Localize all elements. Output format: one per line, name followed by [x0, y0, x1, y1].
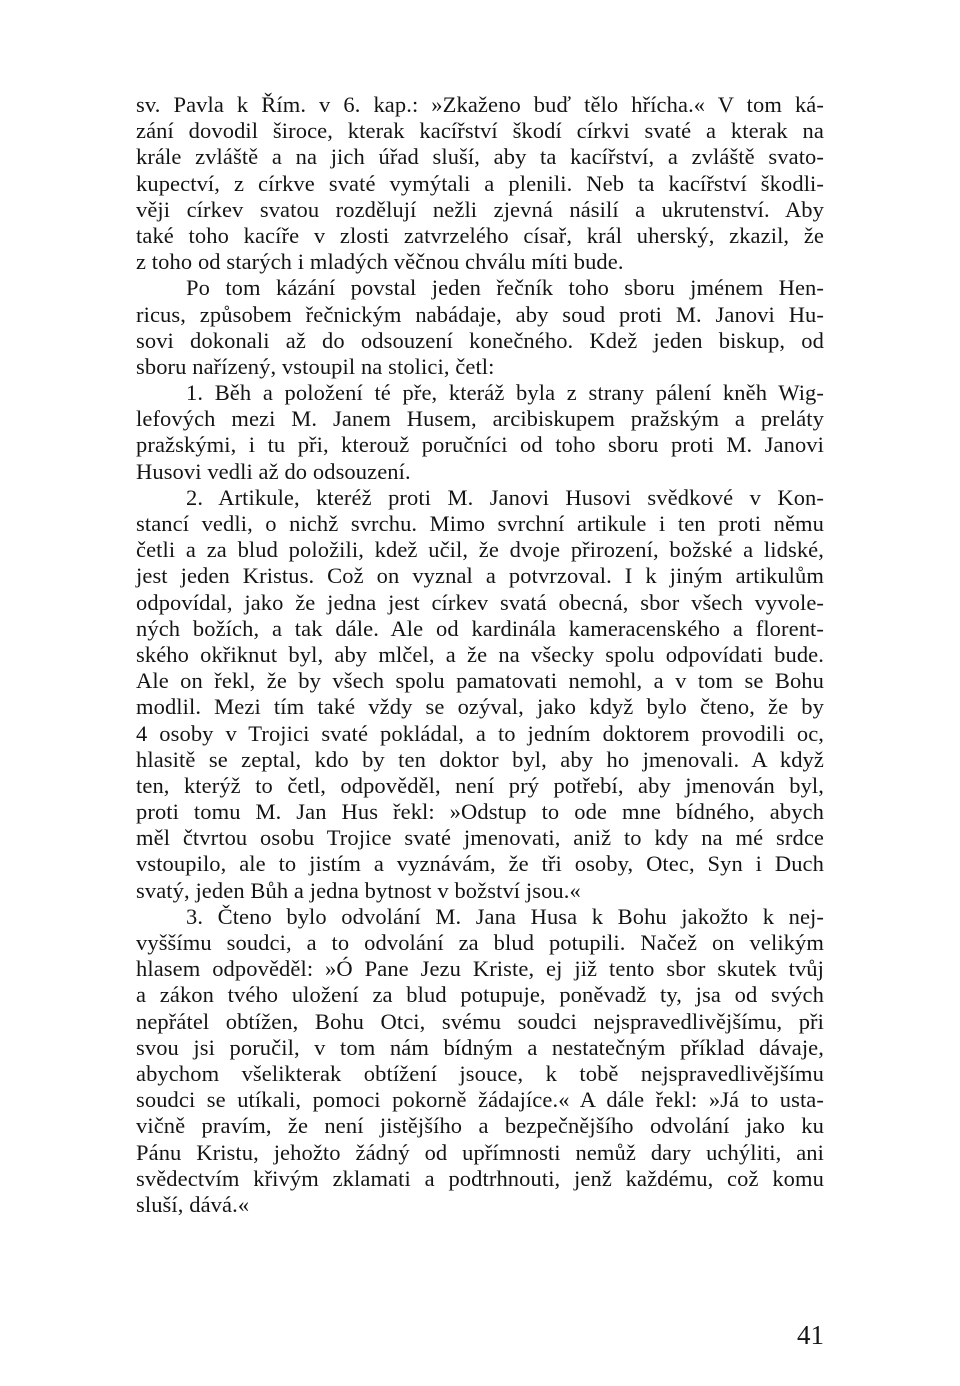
text-line: věji církev svatou rozdělují nežli zjevná násilí a ukrutenství. Aby [136, 196, 824, 222]
text-line: ského okřiknut byl, aby mlčel, a že na všecky spolu odpovídati bude. [136, 641, 824, 667]
page-text-body [136, 92, 824, 1218]
text-line: měl čtvrtou osobu Trojice svaté jmenovati, aniž to kdy na mé srdce [136, 825, 824, 851]
text-line: Ale on řekl, že by všech spolu pamatovati nemohl, a v tom se Bohu [136, 668, 824, 694]
text-line: hlasitě se zeptal, kdo by ten doktor byl, aby ho jmenovali. A když [136, 746, 824, 772]
page-number: 41 [797, 1320, 824, 1350]
text-line: vičně pravím, že není jistějšího a bezpečnějšího odvolání jako ku [136, 1113, 824, 1139]
text-line: a zákon tvého uložení za blud potupuje, poněvadž ty, jsa od svých [136, 982, 824, 1008]
text-line: svatý, jeden Bůh a jedna bytnost v božství jsou.« [136, 877, 581, 903]
text-line: sovi dokonali až do odsouzení konečného. Kdež jeden biskup, od [136, 327, 824, 353]
text-line: soudci se utíkali, pomoci pokorně žádajíce.« A dále řekl: »Já to usta- [136, 1087, 824, 1113]
text-line: kupectví, z církve svaté vymýtali a plenili. Neb ta kacířství škodli- [136, 170, 824, 196]
text-line: ricus, způsobem řečnickým nabádaje, aby soud proti M. Janovi Hu- [136, 301, 824, 327]
text-line: Pánu Kristu, jehožto žádný od upřímnosti nemůž dary uchýliti, ani [136, 1139, 824, 1165]
text-line: sv. Pavla k Řím. v 6. kap.: »Zkaženo buď tělo hřícha.« V tom ká- [136, 92, 824, 117]
text-line: svou jsi poručil, v tom nám bídným a nestatečným příklad dávaje, [136, 1034, 824, 1060]
text-line: 4 osoby v Trojici svaté pokládal, a to jedním doktorem provodili oc, [136, 720, 824, 746]
text-line: ných božích, a tak dále. Ale od kardinála kameracenského a florent- [136, 615, 824, 641]
text-line: modlil. Mezi tím také vždy se ozýval, jako když bylo čteno, že by [136, 694, 824, 720]
text-line: zání dovodil široce, kterak kacířství škodí církvi svaté a kterak na [136, 118, 824, 144]
text-line: ten, kterýž to četl, odpověděl, není prý potřebí, aby jmenován byl, [136, 772, 824, 798]
text-line: Husovi vedli až do odsouzení. [136, 458, 411, 484]
text-line: Po tom kázání povstal jeden řečník toho sboru jménem Hen- [186, 275, 824, 301]
text-line: 1. Běh a položení té pře, kteráž byla z strany pálení kněh Wig- [186, 380, 824, 406]
text-line: krále zvláště a na jich úřad sluší, aby ta kacířství, a zvláště svato- [136, 144, 824, 170]
text-line: lefových mezi M. Janem Husem, arcibiskupem pražským a preláty [136, 406, 824, 432]
text-line: hlasem odpověděl: »Ó Pane Jezu Kriste, ej již tento sbor skutek tvůj [136, 956, 824, 982]
text-line: z toho od starých i mladých věčnou chválu míti bude. [136, 249, 624, 275]
text-line: 3. Čteno bylo odvolání M. Jana Husa k Bohu jakožto k nej- [186, 903, 824, 929]
text-line: sluší, dává.« [136, 1191, 250, 1217]
text-line: také toho kacíře v zlosti zatvrzelého císař, král uherský, zkazil, že [136, 222, 824, 248]
text-line: svědectvím křivým zklamati a podtrhnouti, jenž každému, což komu [136, 1165, 824, 1191]
text-line: abychom všelikterak obtížení jsouce, k tobě nejspravedlivějšímu [136, 1060, 824, 1086]
text-line: vstoupilo, ale to jistím a vyznávám, že tři osoby, Otec, Syn i Duch [136, 851, 824, 877]
text-line: 2. Artikule, kteréž proti M. Janovi Husovi svědkové v Kon- [186, 484, 824, 510]
text-line: četli a za blud položili, kdež učil, že dvoje přirození, božské a lidské, [136, 537, 824, 563]
text-line: pražskými, i tu při, kterouž poručníci od toho sboru proti M. Janovi [136, 432, 824, 458]
text-line: vyššímu soudci, a to odvolání za blud potupili. Načež on velikým [136, 930, 824, 955]
text-line: nepřátel obtížen, Bohu Otci, svému soudci nejspravedlivějšímu, při [136, 1008, 824, 1034]
text-line: stancí vedli, o nichž svrchu. Mimo svrchní artikule i ten proti němu [136, 511, 824, 536]
text-line: odpovídal, jako že jedna jest církev svatá obecná, sbor všech vyvole- [136, 589, 824, 615]
text-line: jest jeden Kristus. Což on vyznal a potvrzoval. I k jiným artikulům [136, 563, 824, 589]
text-line: proti tomu M. Jan Hus řekl: »Odstup to ode mne bídného, abych [136, 799, 824, 825]
text-line: sboru nařízený, vstoupil na stolici, četl: [136, 353, 495, 379]
